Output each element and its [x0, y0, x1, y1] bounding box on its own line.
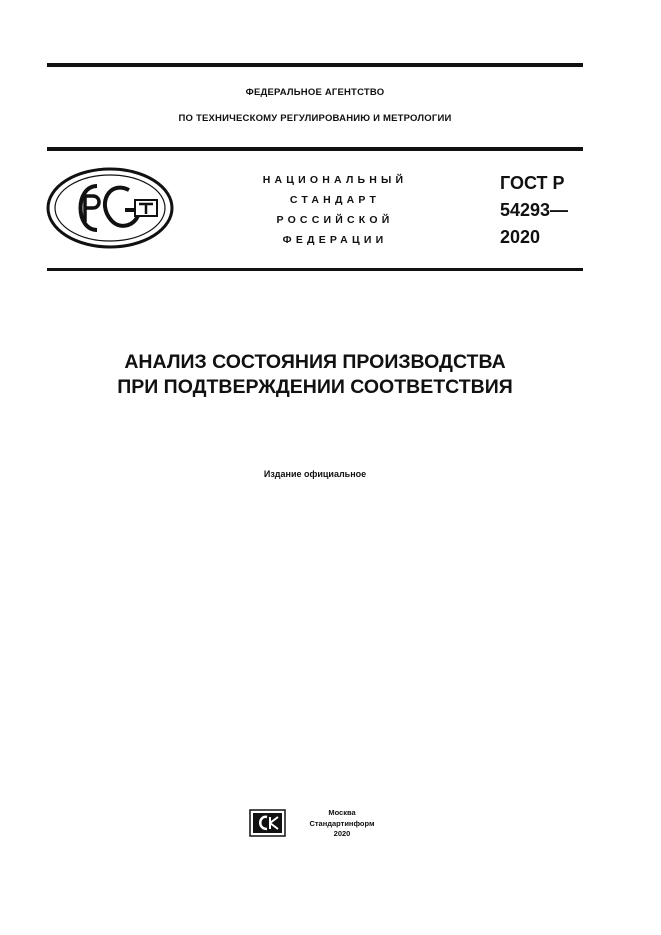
- publisher-name: Стандартинформ: [309, 818, 375, 828]
- standard-type-line2: СТАНДАРТ: [289, 194, 381, 206]
- document-title-line1: АНАЛИЗ СОСТОЯНИЯ ПРОИЗВОДСТВА: [124, 351, 506, 373]
- document-title: [0, 350, 630, 400]
- standard-code-line3: 2020: [500, 227, 541, 247]
- standard-block-rule: [47, 268, 583, 271]
- publisher-info: [300, 808, 384, 840]
- top-rule: [47, 63, 583, 67]
- document-title-line2: ПРИ ПОДТВЕРЖДЕНИИ СООТВЕТСТВИЯ: [117, 376, 513, 398]
- rst-certification-mark-icon: [45, 166, 175, 250]
- agency-name-line2: ПО ТЕХНИЧЕСКОМУ РЕГУЛИРОВАНИЮ И МЕТРОЛОГИИ: [178, 113, 452, 124]
- edition-label: Издание официальное: [263, 469, 367, 479]
- header-rule: [47, 147, 583, 151]
- agency-name-line1: ФЕДЕРАЛЬНОЕ АГЕНТСТВО: [245, 87, 385, 98]
- standard-type-line1: НАЦИОНАЛЬНЫЙ: [262, 174, 408, 186]
- standard-code-line2: 54293—: [500, 200, 569, 220]
- standard-type-line4: ФЕДЕРАЦИИ: [282, 234, 388, 246]
- publisher-year: 2020: [333, 829, 351, 838]
- standard-type-line3: РОССИЙСКОЙ: [276, 214, 394, 226]
- standard-code-line1: ГОСТ Р: [500, 173, 565, 193]
- publisher-city: Москва: [328, 808, 356, 817]
- standard-code: [500, 170, 568, 251]
- standartinform-logo-icon: [249, 809, 286, 837]
